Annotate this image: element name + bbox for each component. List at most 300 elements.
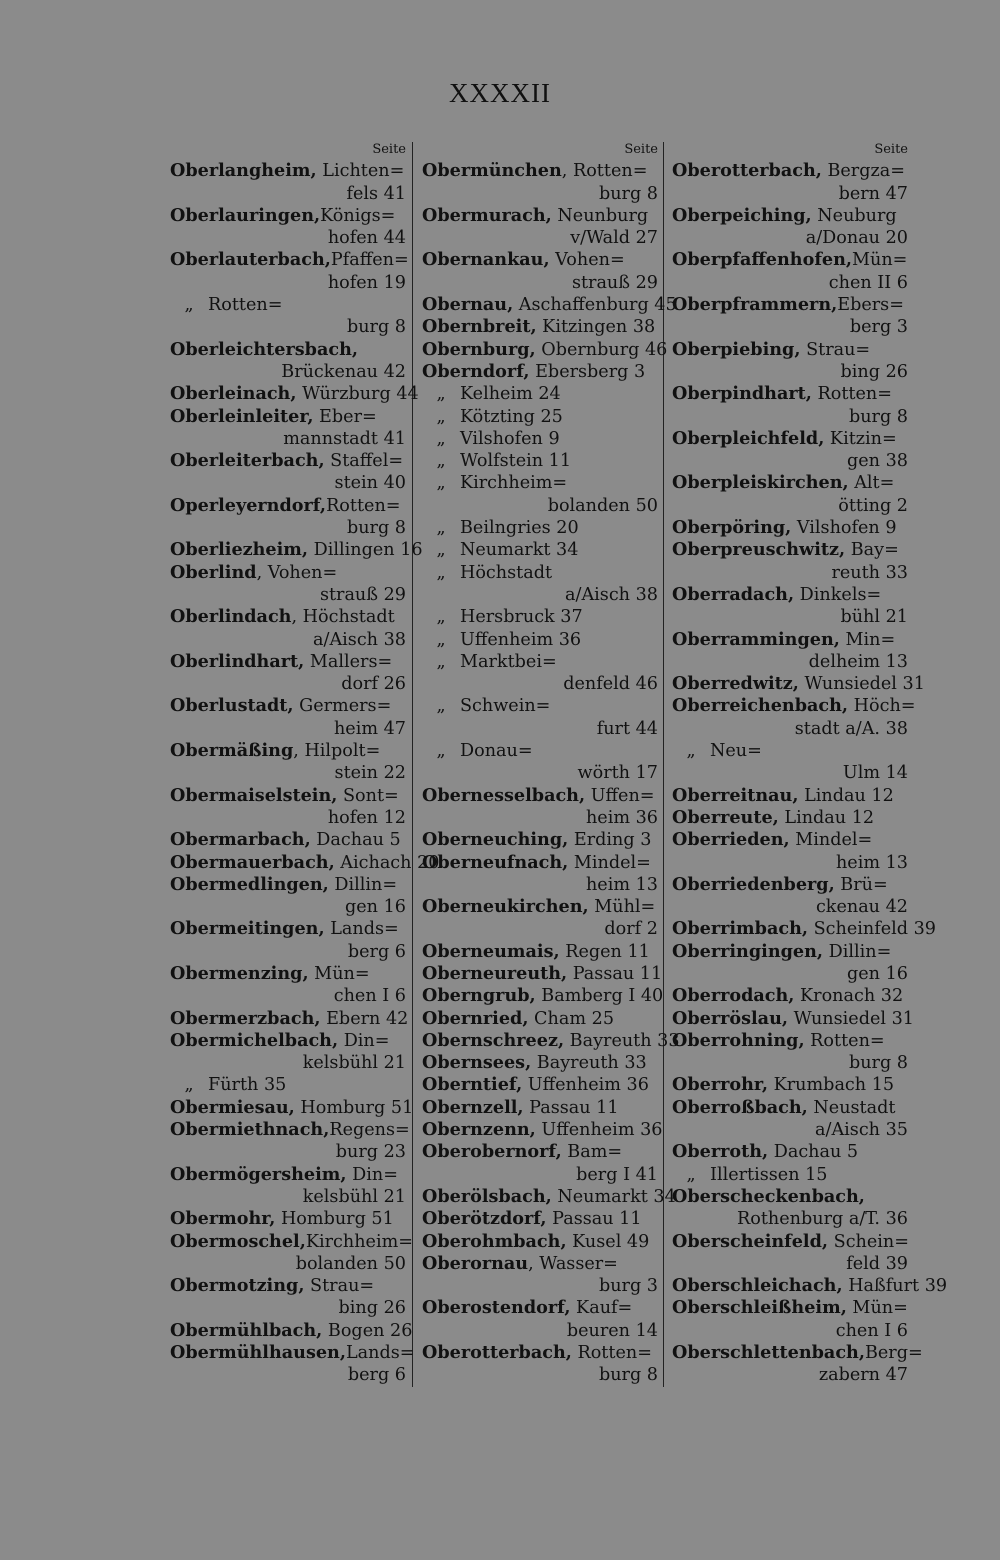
place-name: Oberschleißheim, <box>672 1297 847 1319</box>
place-name: Oberpreuschwitz, <box>672 539 846 561</box>
district-and-page: Königs= <box>320 205 396 226</box>
index-entry <box>170 205 406 250</box>
place-name: Oberotterbach, <box>422 1342 572 1364</box>
index-entry <box>170 918 406 963</box>
entry-continuation: Rothenburg a/T. 36 <box>737 1209 908 1230</box>
entry-line <box>422 606 658 628</box>
ditto-mark: „ <box>686 1164 696 1185</box>
entry-line <box>422 338 668 361</box>
index-entry <box>422 629 658 651</box>
ditto-mark: „ <box>686 741 696 762</box>
ditto-mark: „ <box>436 451 446 472</box>
index-entry <box>170 1319 413 1342</box>
district-and-page: Dinkels= <box>794 584 882 605</box>
entry-line <box>170 963 406 985</box>
entry-line <box>422 316 658 338</box>
entry-continuation: ötting 2 <box>838 495 908 516</box>
place-name: Obernankau, <box>422 249 550 271</box>
index-entry <box>422 985 664 1007</box>
index-entry <box>672 472 908 517</box>
index-entry <box>422 562 658 607</box>
entry-line <box>422 740 658 762</box>
place-name: Oberringingen, <box>672 940 824 962</box>
index-entry <box>422 249 658 294</box>
district-and-page: Neunburg <box>551 205 649 226</box>
district-and-page: Kelheim 24 <box>460 384 561 405</box>
district-and-page: Dillin= <box>328 874 398 895</box>
place-name: Obernried, <box>422 1007 529 1029</box>
district-and-page: Höch= <box>848 696 916 717</box>
place-name: Oberotterbach, <box>672 160 822 182</box>
entry-continuation: berg 6 <box>347 941 406 962</box>
entry-continuation: stadt a/A. 38 <box>794 718 908 739</box>
entry-continuation: heim 13 <box>585 874 658 895</box>
index-entry <box>422 294 677 316</box>
entry-line <box>422 472 658 494</box>
index-entry <box>422 1141 658 1186</box>
place-name: Oberpframmern, <box>672 294 838 316</box>
entry-continuation: heim 36 <box>585 807 658 828</box>
place-name: Oberohmbach, <box>422 1230 567 1252</box>
entry-line <box>422 205 658 227</box>
index-entry <box>422 651 658 696</box>
place-name: Oberobernorf, <box>422 1141 562 1163</box>
entry-line <box>672 785 908 807</box>
district-and-page: Homburg 51 <box>275 1209 394 1230</box>
entry-line <box>170 539 423 561</box>
entry-line <box>170 562 406 584</box>
entry-continuation: gen 16 <box>345 897 406 918</box>
place-name: Obernburg, <box>422 338 536 360</box>
index-entry <box>422 1208 658 1230</box>
entry-continuation: mannstadt 41 <box>283 428 406 449</box>
place-name: Obermedlingen, <box>170 873 329 895</box>
index-entry <box>170 1208 406 1230</box>
district-and-page: Ebers= <box>837 295 904 316</box>
index-entry <box>170 562 406 607</box>
place-name: Oberneuching, <box>422 829 569 851</box>
index-entry <box>672 1342 923 1387</box>
entry-continuation: bühl 21 <box>840 607 908 628</box>
index-entry <box>422 383 658 405</box>
place-name: Oberpindhart, <box>672 383 812 405</box>
district-and-page: Mühl= <box>588 897 656 918</box>
entry-line <box>672 807 908 829</box>
district-and-page: Kusel 49 <box>566 1231 650 1252</box>
district-and-page: Rotten= <box>326 495 401 516</box>
index-entry <box>422 361 658 383</box>
entry-line <box>672 829 908 851</box>
district-and-page: Uffenheim 36 <box>522 1075 649 1096</box>
index-entry <box>170 1164 406 1209</box>
district-and-page: Bayreuth 33 <box>531 1053 647 1074</box>
entry-line <box>672 918 936 940</box>
entry-line <box>422 517 658 539</box>
district-and-page: Hersbruck 37 <box>460 607 583 628</box>
district-and-page: Regen 11 <box>559 941 650 962</box>
entry-line <box>422 1253 658 1275</box>
entry-line <box>672 1097 908 1119</box>
district-and-page: Sont= <box>337 785 399 806</box>
entry-continuation: strauß 29 <box>319 584 406 605</box>
entry-line <box>422 1231 658 1253</box>
district-and-page: Homburg 51 <box>294 1097 414 1118</box>
index-entry <box>672 695 916 740</box>
place-name: Obermäßing <box>170 740 294 762</box>
ditto-mark: „ <box>436 406 446 427</box>
district-and-page: Rotten= <box>571 1343 652 1364</box>
district-and-page: Neumarkt 34 <box>551 1186 676 1207</box>
district-and-page: Rotten= <box>804 1030 885 1051</box>
index-entry <box>170 785 406 830</box>
index-entry <box>672 249 908 294</box>
district-and-page: Fürth 35 <box>208 1075 287 1096</box>
place-name: Obernesselbach, <box>422 784 586 806</box>
district-and-page: Wolfstein 11 <box>460 451 572 472</box>
index-entry <box>672 1141 908 1163</box>
entry-continuation: hofen 44 <box>327 228 406 249</box>
district-and-page: Aschaffenburg 45 <box>513 295 677 316</box>
ditto-mark: „ <box>436 696 446 717</box>
district-and-page: Lindau 12 <box>778 807 875 828</box>
index-entry <box>422 1008 658 1030</box>
entry-line <box>672 160 908 182</box>
entry-line <box>170 160 406 182</box>
entry-line <box>672 205 908 227</box>
index-entry <box>170 1007 409 1030</box>
entry-continuation: berg 6 <box>347 1365 406 1386</box>
index-entry <box>170 1030 406 1075</box>
place-name: Oberneukirchen, <box>422 896 589 918</box>
place-name: Obernzell, <box>422 1096 524 1118</box>
entry-continuation: reuth 33 <box>831 562 908 583</box>
entry-continuation: denfeld 46 <box>563 674 658 695</box>
district-and-page: Erding 3 <box>568 830 652 851</box>
place-name: Oberreichenbach, <box>672 695 849 717</box>
entry-line <box>672 1030 908 1052</box>
index-entry <box>672 807 908 829</box>
index-entry <box>170 874 406 919</box>
entry-line <box>170 339 406 361</box>
entry-continuation: bolanden 50 <box>547 495 658 516</box>
index-entry <box>422 1097 658 1119</box>
entry-continuation: a/Donau 20 <box>805 228 908 249</box>
place-name: Oberriedenberg, <box>672 873 835 895</box>
entry-continuation: bing 26 <box>338 1298 406 1319</box>
entry-continuation: Brückenau 42 <box>281 361 406 382</box>
index-entry <box>170 606 406 651</box>
entry-continuation: Ulm 14 <box>842 763 908 784</box>
index-entry <box>422 1297 658 1342</box>
district-and-page: Rotten= <box>208 295 283 316</box>
district-and-page: Neu= <box>710 741 762 762</box>
entry-line <box>170 651 406 673</box>
district-and-page: Krumbach 15 <box>768 1075 895 1096</box>
index-entry <box>672 1164 908 1186</box>
entry-continuation: wörth 17 <box>577 763 658 784</box>
place-name: Obernsees, <box>422 1052 532 1074</box>
index-entry <box>672 1297 908 1342</box>
place-name: Oberlangheim, <box>170 160 317 182</box>
place-name: Oberleinleiter, <box>170 405 314 427</box>
entry-continuation: beuren 14 <box>566 1320 658 1341</box>
index-entry <box>170 339 406 384</box>
ditto-mark: „ <box>436 741 446 762</box>
index-entry <box>422 962 663 985</box>
entry-continuation: berg 3 <box>849 317 908 338</box>
district-and-page: Staffel= <box>324 451 404 472</box>
district-and-page: Ebern 42 <box>320 1008 409 1029</box>
district-and-page: Mün= <box>852 250 908 271</box>
entry-line <box>170 1119 410 1141</box>
entry-line <box>672 1164 908 1186</box>
index-entry <box>672 205 908 250</box>
place-name: Obermoschel, <box>170 1230 306 1252</box>
district-and-page: Kirchheim= <box>460 473 568 494</box>
place-name: Oberpleichfeld, <box>672 427 825 449</box>
index-entry <box>672 918 936 940</box>
place-name: Operleyerndorf, <box>170 494 327 516</box>
index-entry <box>672 1030 908 1075</box>
district-and-page: Passau 11 <box>567 963 663 984</box>
place-name: Oberndorf, <box>422 360 530 382</box>
district-and-page: Din= <box>338 1030 390 1051</box>
district-and-page: Pfaffen= <box>330 250 409 271</box>
place-name: Obermühlhausen, <box>170 1342 346 1364</box>
index-entry <box>672 1186 908 1231</box>
district-and-page: Dillingen 16 <box>308 540 423 561</box>
entry-line <box>672 1141 908 1163</box>
district-and-page: Mindel= <box>568 852 651 873</box>
place-name: Oberornau <box>422 1252 529 1274</box>
index-entry <box>422 852 658 897</box>
entry-line <box>170 205 406 227</box>
place-name: Obermeitingen, <box>170 918 325 940</box>
entry-line <box>170 1030 406 1052</box>
index-entry <box>170 740 406 785</box>
index-entry <box>170 851 440 874</box>
district-and-page: Mindel= <box>789 830 873 851</box>
place-name: Oberpiebing, <box>672 338 801 360</box>
district-and-page: Bamberg I 40 <box>535 986 664 1007</box>
entry-continuation: berg I 41 <box>576 1164 658 1185</box>
entry-line <box>170 695 406 717</box>
place-name: Oberschlettenbach, <box>672 1342 865 1364</box>
entry-line <box>170 851 440 874</box>
entry-line <box>422 896 658 918</box>
entry-continuation: kelsbühl 21 <box>302 1186 406 1207</box>
entry-line <box>422 562 658 584</box>
entry-continuation: bern 47 <box>838 183 908 204</box>
index-entry <box>672 1275 948 1297</box>
district-and-page: , Wasser= <box>528 1253 618 1274</box>
index-entry <box>672 339 908 384</box>
district-and-page: Bogen 26 <box>322 1320 413 1341</box>
entry-continuation: furt 44 <box>596 718 658 739</box>
place-name: Oberostendorf, <box>422 1297 571 1319</box>
place-name: Oberroth, <box>672 1141 769 1163</box>
index-entry <box>672 383 908 428</box>
index-entry <box>672 1231 908 1276</box>
entry-line <box>170 606 406 628</box>
index-entry <box>170 1230 414 1276</box>
column-header: Seite <box>624 142 658 157</box>
entry-line <box>422 651 658 673</box>
entry-line <box>170 918 406 940</box>
district-and-page: Kötzting 25 <box>460 406 563 427</box>
place-name: Oberröslau, <box>672 1007 789 1029</box>
entry-line <box>422 829 658 851</box>
place-name: Oberneufnach, <box>422 851 569 873</box>
district-and-page: Lands= <box>345 1343 415 1364</box>
place-name: Obermünchen <box>422 160 562 182</box>
district-and-page: Vilshofen 9 <box>791 518 897 539</box>
district-and-page: Wunsiedel 31 <box>788 1008 914 1029</box>
index-entry <box>422 695 658 740</box>
place-name: Obermaiselstein, <box>170 784 338 806</box>
entry-line <box>170 495 406 517</box>
index-entry <box>170 539 423 561</box>
page-number: XXXXII <box>449 78 551 108</box>
entry-continuation: a/Aisch 38 <box>313 629 406 650</box>
entry-continuation: burg 3 <box>598 1276 658 1297</box>
place-name: Oberrohning, <box>672 1029 805 1051</box>
place-name: Obermichelbach, <box>170 1029 339 1051</box>
ditto-mark: „ <box>436 473 446 494</box>
entry-line <box>170 1007 409 1030</box>
entry-line <box>170 1275 406 1297</box>
entry-continuation: burg 8 <box>598 183 658 204</box>
place-name: Obermerzbach, <box>170 1007 321 1029</box>
district-and-page: Schwein= <box>460 696 551 717</box>
index-entry <box>422 606 658 628</box>
index-entry <box>170 495 406 540</box>
entry-line <box>170 1208 406 1230</box>
index-entry <box>672 1007 914 1030</box>
place-name: Obermiethnach, <box>170 1119 330 1141</box>
entry-line <box>422 383 658 405</box>
entry-line <box>170 829 406 851</box>
index-entry <box>422 428 658 450</box>
ditto-mark: „ <box>436 540 446 561</box>
index-entry <box>170 406 406 451</box>
place-name: Oberölsbach, <box>422 1185 552 1207</box>
index-entry <box>422 406 658 428</box>
index-entry <box>672 941 908 986</box>
place-name: Oberlindach <box>170 606 292 628</box>
entry-continuation: burg 8 <box>346 317 406 338</box>
place-name: Oberlustadt, <box>170 695 294 717</box>
place-name: Oberpleiskirchen, <box>672 472 849 494</box>
column-header: Seite <box>372 142 406 157</box>
entry-line <box>170 785 406 807</box>
place-name: Oberradach, <box>672 583 795 605</box>
entry-line <box>422 941 658 963</box>
index-entry <box>422 829 658 851</box>
place-name: Oberrieden, <box>672 829 790 851</box>
index-column-2 <box>422 138 680 1387</box>
district-and-page: Bergza= <box>821 161 905 182</box>
entry-line <box>422 1097 658 1119</box>
entry-line <box>170 1319 413 1342</box>
entry-line <box>170 740 406 762</box>
district-and-page: Vohen= <box>549 250 625 271</box>
district-and-page: Würzburg 44 <box>296 384 419 405</box>
index-entry <box>170 829 406 851</box>
entry-line <box>422 428 658 450</box>
entry-line <box>170 874 406 896</box>
index-entry <box>422 517 658 539</box>
place-name: Oberrimbach, <box>672 918 808 940</box>
entry-line <box>422 450 658 472</box>
entry-continuation: strauß 29 <box>571 272 658 293</box>
entry-line <box>422 160 658 182</box>
place-name: Oberschleichach, <box>672 1275 843 1297</box>
entry-line <box>672 1231 908 1253</box>
entry-line <box>672 383 908 405</box>
entry-continuation: heim 47 <box>333 718 406 739</box>
district-and-page: Beilngries 20 <box>460 518 579 539</box>
index-entry <box>422 1253 658 1298</box>
district-and-page: Passau 11 <box>523 1097 619 1118</box>
place-name: Oberlauringen, <box>170 204 321 226</box>
district-and-page: Bayreuth 33 <box>564 1030 680 1051</box>
entry-continuation: burg 8 <box>848 1053 908 1074</box>
district-and-page: Mün= <box>846 1298 908 1319</box>
index-entry <box>672 294 908 339</box>
entry-line <box>422 1119 663 1141</box>
index-entry <box>672 740 908 785</box>
entry-line <box>422 695 658 717</box>
entry-line <box>672 1275 948 1297</box>
district-and-page: Neumarkt 34 <box>460 540 579 561</box>
district-and-page: Obernburg 46 <box>535 339 668 360</box>
index-entry <box>422 450 658 472</box>
district-and-page: Lindau 12 <box>798 785 894 806</box>
entry-line <box>672 584 908 606</box>
place-name: Obermurach, <box>422 204 552 226</box>
entry-line <box>170 383 419 405</box>
entry-line <box>422 1029 680 1052</box>
entry-continuation: gen 38 <box>847 451 908 472</box>
place-name: Oberscheinfeld, <box>672 1230 829 1252</box>
district-and-page: Kronach 32 <box>794 986 904 1007</box>
district-and-page: Kauf= <box>570 1298 633 1319</box>
entry-line <box>672 249 908 271</box>
index-entry <box>672 428 908 473</box>
district-and-page: Donau= <box>460 741 533 762</box>
district-and-page: , Vohen= <box>256 562 338 583</box>
place-name: Obermühlbach, <box>170 1319 323 1341</box>
index-entry <box>422 1052 658 1074</box>
district-and-page: Kirchheim= <box>305 1231 414 1252</box>
index-entry <box>422 472 658 517</box>
ditto-mark: „ <box>436 562 446 583</box>
index-entry <box>422 740 658 785</box>
district-and-page: , Rotten= <box>561 161 648 182</box>
place-name: Oberngrub, <box>422 985 536 1007</box>
place-name: Oberleichtersbach, <box>170 338 358 360</box>
place-name: Oberpöring, <box>672 517 792 539</box>
ditto-mark: „ <box>184 295 194 316</box>
place-name: Obermenzing, <box>170 962 309 984</box>
entry-continuation: burg 8 <box>848 406 908 427</box>
district-and-page: Brü= <box>834 874 888 895</box>
entry-continuation: chen II 6 <box>828 272 908 293</box>
entry-continuation: zabern 47 <box>818 1365 908 1386</box>
place-name: Oberredwitz, <box>672 673 799 695</box>
entry-continuation: burg 23 <box>335 1142 406 1163</box>
